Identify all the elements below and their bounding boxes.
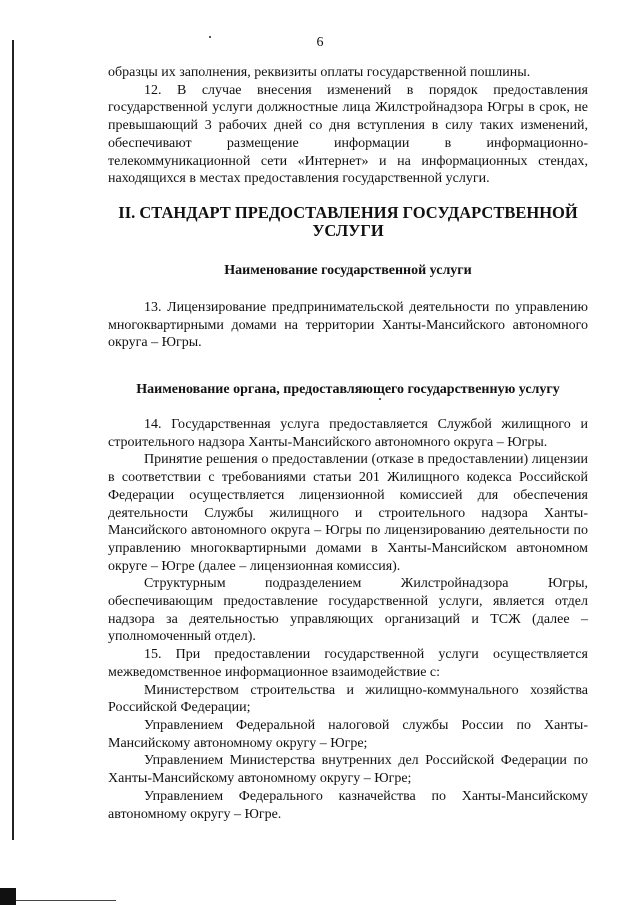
heading-service-name: Наименование государственной услуги bbox=[224, 262, 472, 278]
paragraph-structural: Структурным подразделением Жилстройнадзора Югры, обеспечивающим предоставление государственной услуги, является отдел надзора за деятельностью управляющих организаций и ТСЖ (далее – уполномоченный отдел). bbox=[108, 576, 588, 645]
paragraph-15: 15. При предоставлении государственной услуги осуществляется межведомственное информационное взаимодействие с: bbox=[108, 647, 588, 680]
paragraph-13: 13. Лицензирование предпринимательской деятельности по управлению многоквартирными домами на территории Ханты-Мансийского автономного округа – Югры. bbox=[108, 299, 588, 351]
heading-body-name: Наименование органа, предоставляющего государственную услугу bbox=[136, 382, 560, 398]
paragraph-decision: Принятие решения о предоставлении (отказе в предоставлении) лицензии в соответствии с требованиями статьи 201 Жилищного кодекса Российской Федерации осуществляется лицензионной комиссией для обеспечения деятельности Службы жилищного и строительного надзора Ханты-Мансийского автономного округа – Югры по лицензированию деятельности по управлению многоквартирными домами в Ханты-Мансийском автономном округе – Югре (далее – лицензионная комиссия). bbox=[108, 452, 588, 574]
paragraph-tax-service: Управлением Федеральной налоговой службы России по Ханты-Мансийскому автономному округу – Югре; bbox=[108, 717, 588, 751]
scan-bottom-line bbox=[16, 900, 116, 901]
paragraph-12: 12. В случае внесения изменений в порядок предоставления государственной услуги должностные лица Жилстройнадзора Югры в срок, не превышающий 3 рабочих дней со дня вступления в силу таких изменений, обеспечивают размещение информации в информационно-телекоммуникационной сети «Интернет» и на информационных стендах, находящихся в местах предоставления государственной услуги. bbox=[108, 82, 588, 187]
document-body bbox=[108, 64, 588, 823]
paragraph-14: 14. Государственная услуга предоставляется Службой жилищного и строительного надзора Ханты-Мансийского автономного округа – Югры. bbox=[108, 417, 588, 450]
paragraph-samples: образцы их заполнения, реквизиты оплаты государственной пошлины. bbox=[108, 65, 531, 80]
paragraph-ministry: Министерством строительства и жилищно-коммунального хозяйства Российской Федерации; bbox=[108, 682, 588, 716]
scan-corner-mark bbox=[0, 888, 16, 905]
page-number: 6 bbox=[316, 35, 324, 50]
paragraph-treasury: Управлением Федерального казначейства по Ханты-Мансийскому автономному округу – Югре. bbox=[108, 788, 588, 822]
section-title: II. СТАНДАРТ ПРЕДОСТАВЛЕНИЯ ГОСУДАРСТВЕННОЙ УСЛУГИ bbox=[118, 202, 578, 240]
paragraph-mvd: Управлением Министерства внутренних дел Российской Федерации по Ханты-Мансийскому автономному округу – Югре; bbox=[108, 753, 588, 787]
scan-edge-line bbox=[12, 40, 14, 840]
